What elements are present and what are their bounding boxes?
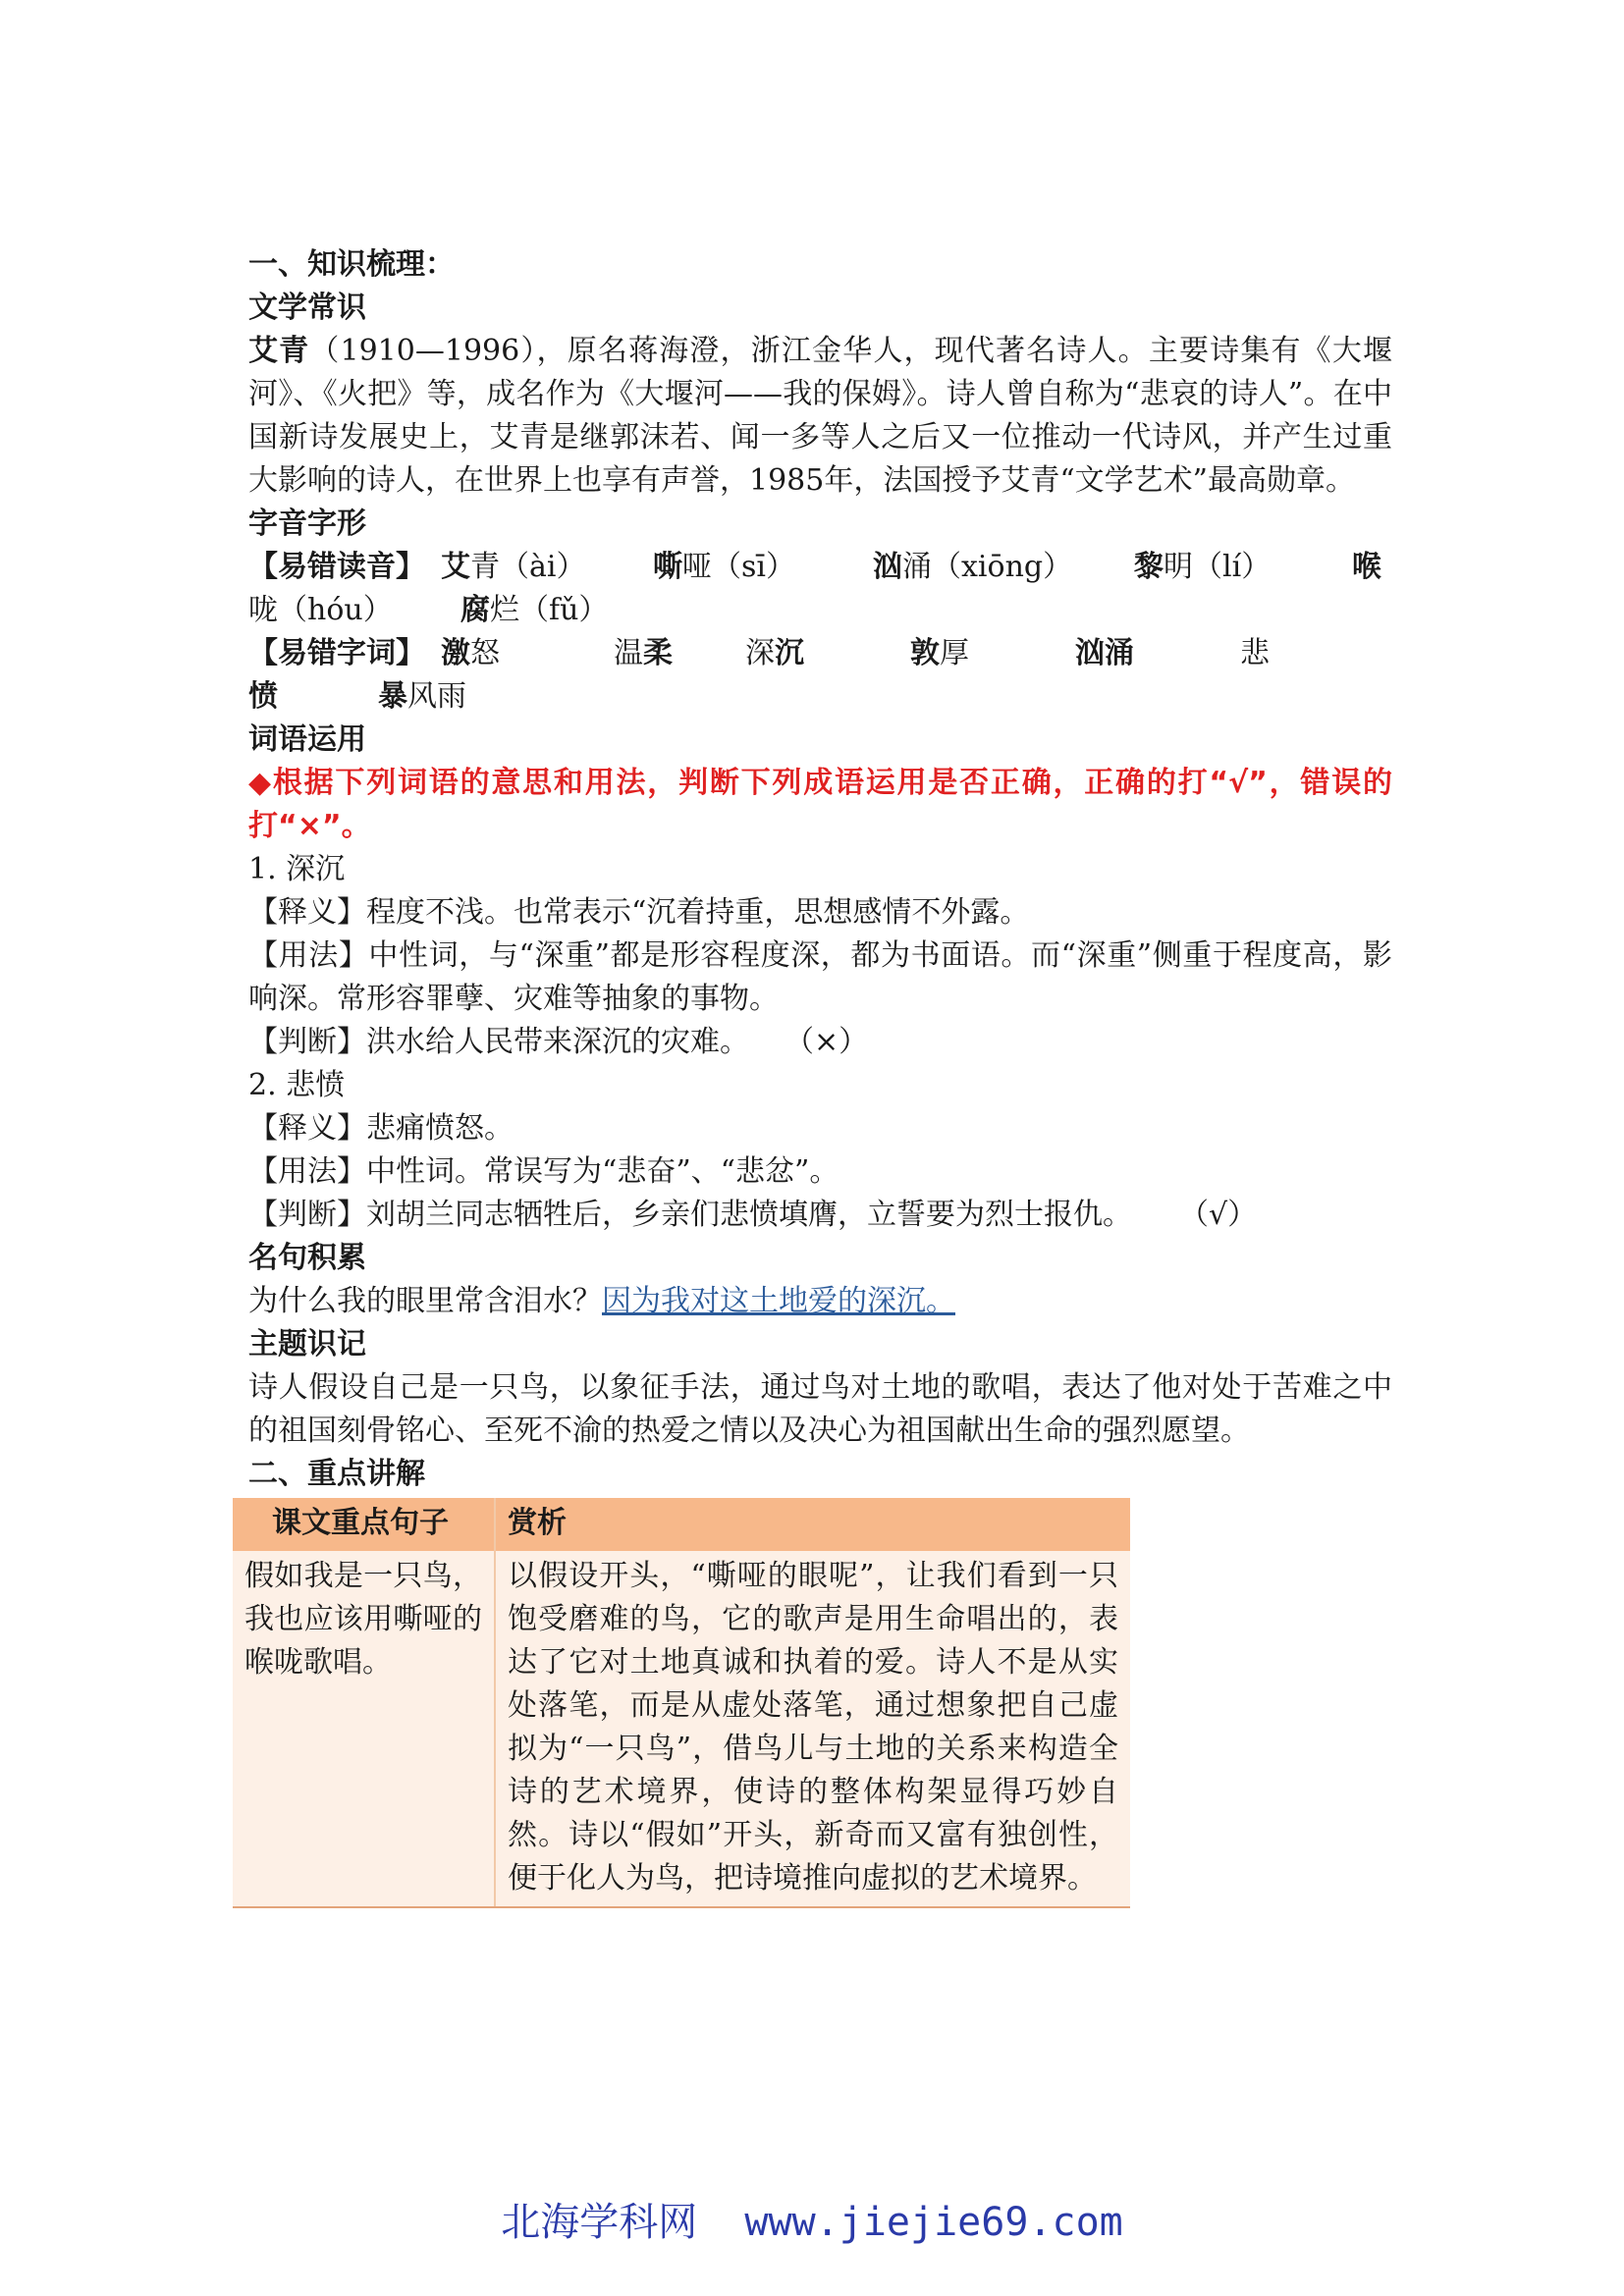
- pron-item: 艾青（ài）: [441, 550, 586, 584]
- word-2-title: 2. 悲愤: [248, 1068, 346, 1102]
- table-row: [233, 1551, 1130, 1907]
- table-header-row: [233, 1498, 1130, 1551]
- table-cell-analysis: 以假设开头，“嘶哑的眼呢”，让我们看到一只饱受磨难的鸟，它的歌声是用生命唱出的，表达了它对土地真诚和执着的爱。诗人不是从实处落笔，而是从虚处落笔，通过想象把自己虚拟为“一只鸟”，借鸟儿与土地的关系来构造全诗的艺术境界，使诗的整体构架显得巧妙自然。诗以“假如”开头，新奇而又富有独创性，便于化人为鸟，把诗境推向虚拟的艺术境界。: [495, 1551, 1130, 1907]
- characters-line-1: [248, 632, 1392, 675]
- pron-item: 腐烂（fǔ）: [460, 593, 609, 627]
- author-text: （1910—1996），原名蒋海澄，浙江金华人，现代著名诗人。主要诗集有《大堰河》、《火把》等，成名作为《大堰河——我的保姆》。诗人曾自称为“悲哀的诗人”。在中国新诗发展史上，艾青是继郭沫若、闻一多等人之后又一位推动一代诗风，并产生过重大影响的诗人，在世界上也享有声誉，1985年，法国授予艾青“文学艺术”最高勋章。: [248, 334, 1393, 498]
- pronunciation-line-1: [248, 546, 1392, 589]
- characters-label: 【易错字词】: [248, 636, 425, 670]
- pronunciation-line-2: [248, 589, 1392, 632]
- word-2-mark: （√）: [1179, 1198, 1258, 1232]
- quote-line: [248, 1280, 1392, 1323]
- table-header-sentence: 课文重点句子: [233, 1498, 495, 1551]
- word-2-judge: 【判断】刘胡兰同志牺牲后，乡亲们悲愤填膺，立誓要为烈士报仇。 （√）: [248, 1198, 1258, 1232]
- quote-question: 为什么我的眼里常含泪水？: [248, 1284, 602, 1318]
- key-sentences-table: [233, 1498, 1130, 1908]
- theme-heading: 主题识记: [248, 1327, 366, 1362]
- footer-site-name: 北海学科网: [501, 2200, 698, 2245]
- word-1-meaning: 【释义】程度不浅。也常表示“沉着持重，思想感情不外露。: [248, 895, 1030, 930]
- section-1-title: 一、知识梳理：: [248, 247, 455, 282]
- table-header-analysis: 赏析: [495, 1498, 1130, 1551]
- char-item: 敦厚: [910, 636, 969, 670]
- pron-item: 嘶哑（sī）: [653, 550, 795, 584]
- word-2-usage: 【用法】中性词。常误写为“悲奋”、“悲忿”。: [248, 1154, 839, 1189]
- char-item: 暴风雨: [378, 679, 466, 714]
- pron-item: 黎明（lí）: [1134, 550, 1272, 584]
- word-1-judge: 【判断】洪水给人民带来深沉的灾难。 （×）: [248, 1025, 869, 1059]
- word-1-usage: 【用法】中性词，与“深重”都是形容程度深，都为书面语。而“深重”侧重于程度高，影响深。常形容罪孽、灾难等抽象的事物。: [248, 938, 1392, 1016]
- word-2-meaning: 【释义】悲痛愤怒。: [248, 1111, 514, 1146]
- author-paragraph: [248, 330, 1392, 503]
- section-2-title: 二、重点讲解: [248, 1457, 425, 1491]
- char-item: 汹涌: [1075, 636, 1134, 670]
- footer-watermark: [0, 2191, 1624, 2247]
- usage-instruction: ◆根据下列词语的意思和用法，判断下列成语运用是否正确，正确的打“√”，错误的打“×”。: [248, 766, 1392, 843]
- char-item: 激怒: [441, 636, 500, 670]
- pronunciation-label: 【易错读音】: [248, 550, 425, 584]
- table-cell-sentence: 假如我是一只鸟，我也应该用嘶哑的喉咙歌唱。: [233, 1551, 495, 1907]
- word-1-title: 1. 深沉: [248, 852, 346, 886]
- document-page: [244, 243, 1393, 1908]
- pron-item: 汹涌（xiōng）: [873, 550, 1073, 584]
- char-item: 深沉: [745, 636, 804, 670]
- char-item: 温柔: [614, 636, 673, 670]
- usage-heading: 词语运用: [248, 722, 366, 757]
- characters-line-2: [248, 675, 1392, 719]
- pron-item: 咙（hóu）: [248, 593, 393, 627]
- theme-text: 诗人假设自己是一只鸟，以象征手法，通过鸟对土地的歌唱，表达了他对处于苦难之中的祖国刻骨铭心、至死不渝的热爱之情以及决心为祖国献出生命的强烈愿望。: [248, 1370, 1392, 1448]
- word-1-mark: （×）: [785, 1025, 869, 1059]
- quote-answer-link[interactable]: 因为我对这土地爱的深沉。: [602, 1284, 955, 1318]
- pron-item: 喉: [1352, 550, 1381, 584]
- char-item: 悲: [1240, 636, 1270, 670]
- author-name: 艾青: [248, 334, 310, 368]
- pronunciation-heading: 字音字形: [248, 507, 366, 541]
- footer-site-url[interactable]: www.jiejie69.com: [744, 2200, 1123, 2245]
- quote-heading: 名句积累: [248, 1241, 366, 1275]
- literature-heading: 文学常识: [248, 291, 366, 325]
- char-item: 愤: [248, 679, 278, 714]
